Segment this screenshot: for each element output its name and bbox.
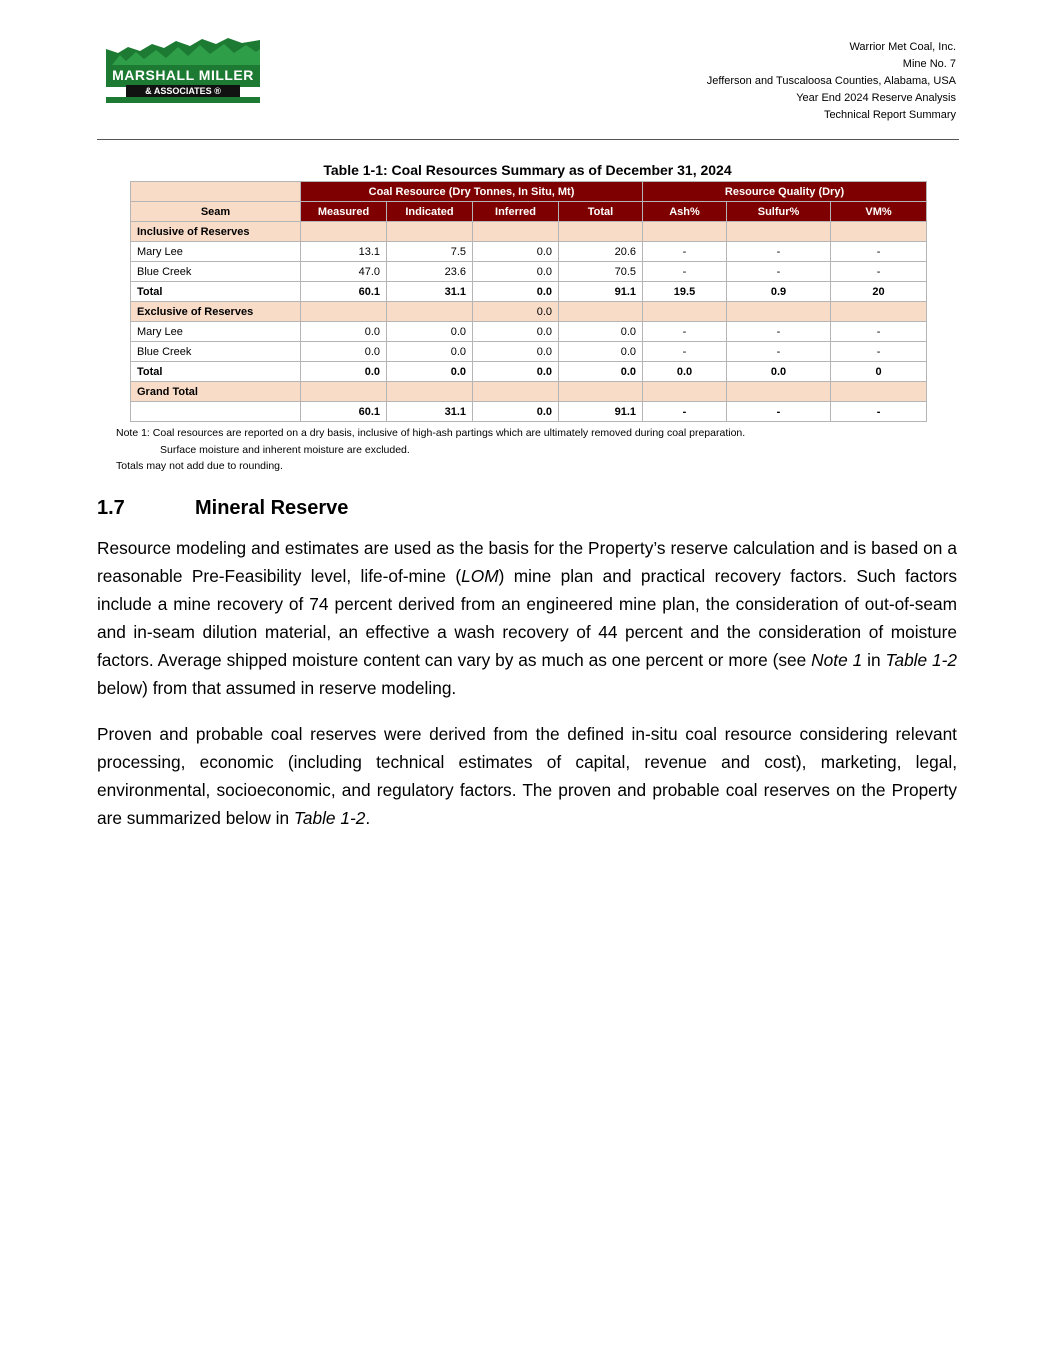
cell-sulfur: - (727, 242, 831, 262)
table-row (131, 242, 927, 262)
cell-ash: - (643, 322, 727, 342)
col-header-seam: Seam (131, 202, 301, 222)
grand-total-label: Grand Total (131, 382, 301, 402)
section-row-grand-total (131, 382, 927, 402)
cell-indicated: 0.0 (387, 362, 473, 382)
col-header-measured: Measured (301, 202, 387, 222)
para1-text: below) from that assumed in reserve modeling. (97, 678, 457, 698)
cell-measured: 0.0 (301, 362, 387, 382)
cell-ash: 0.0 (643, 362, 727, 382)
report-header (707, 39, 956, 124)
lom-abbrev: LOM (461, 566, 499, 586)
cell-sulfur: - (727, 342, 831, 362)
header-analysis: Year End 2024 Reserve Analysis (796, 92, 956, 104)
cell-vm: - (831, 402, 927, 422)
paragraph-reserve-basis (97, 534, 957, 702)
cell-sulfur: - (727, 402, 831, 422)
header-mine: Mine No. 7 (902, 58, 956, 70)
cell-measured: 13.1 (301, 242, 387, 262)
section-title: Mineral Reserve (195, 497, 349, 519)
cell-indicated: 7.5 (387, 242, 473, 262)
col-header-sulfur: Sulfur% (727, 202, 831, 222)
cell-sulfur: 0.9 (727, 282, 831, 302)
quality-group-header: Resource Quality (Dry) (643, 182, 927, 202)
table1-note1: Note 1: Coal resources are reported on a dry basis, inclusive of high-ash partings which are ultimately removed during coal preparation. (116, 427, 746, 439)
table1-rounding-note: Totals may not add due to rounding. (116, 460, 283, 472)
logo-wordmark: MARSHALL MILLER (112, 67, 254, 83)
cell-indicated: 31.1 (387, 402, 473, 422)
cell-measured: 47.0 (301, 262, 387, 282)
cell-inferred: 0.0 (473, 322, 559, 342)
resource-group-header: Coal Resource (Dry Tonnes, In Situ, Mt) (301, 182, 643, 202)
cell-vm: 20 (831, 282, 927, 302)
col-header-total: Total (559, 202, 643, 222)
cell-vm: - (831, 262, 927, 282)
seam-name: Mary Lee (131, 322, 301, 342)
seam-name: Mary Lee (131, 242, 301, 262)
cell-vm: - (831, 342, 927, 362)
section-row-exclusive (131, 302, 927, 322)
cell-measured: 0.0 (301, 342, 387, 362)
logo-associates: & ASSOCIATES (145, 86, 212, 96)
total-row-exclusive (131, 362, 927, 382)
paragraph-proven-probable (97, 720, 957, 832)
cell-inferred: 0.0 (473, 402, 559, 422)
cell-sulfur: - (727, 262, 831, 282)
grand-total-row (131, 402, 927, 422)
para1-text: in (862, 650, 886, 670)
cell-inferred: 0.0 (473, 342, 559, 362)
header-divider (97, 139, 959, 140)
table-reference: Table 1-2 (293, 808, 366, 828)
cell-inferred: 0.0 (473, 302, 559, 322)
section-label-exclusive: Exclusive of Reserves (131, 302, 301, 322)
cell-inferred: 0.0 (473, 262, 559, 282)
para2-text: . (365, 808, 371, 828)
logo-registered-mark: ® (214, 86, 221, 96)
section-heading (97, 497, 348, 520)
section-row-inclusive (131, 222, 927, 242)
col-header-ash: Ash% (643, 202, 727, 222)
cell-vm: 0 (831, 362, 927, 382)
col-header-indicated: Indicated (387, 202, 473, 222)
para1-text: ) mine plan and practical recovery factors. Such factors include a mine recovery of 74 percent derived from an engineered mine plan, the consideration of out-of-seam and in-seam dilution material, an effective a wash recovery of 44 percent and the consideration of moisture factors. Average shipped moisture content can vary by as much as one percent or more (see (97, 566, 957, 670)
cell-measured: 60.1 (301, 402, 387, 422)
cell-vm: - (831, 242, 927, 262)
section-number: 1.7 (97, 497, 125, 519)
table1-notes (116, 425, 745, 475)
cell-total: 0.0 (559, 322, 643, 342)
cell-sulfur: - (727, 322, 831, 342)
cell-ash: - (643, 242, 727, 262)
total-label: Total (131, 362, 301, 382)
cell-total: 91.1 (559, 402, 643, 422)
cell-total: 0.0 (559, 342, 643, 362)
table-row (131, 262, 927, 282)
cell-total: 70.5 (559, 262, 643, 282)
cell-measured: 0.0 (301, 322, 387, 342)
cell-total: 0.0 (559, 362, 643, 382)
col-header-inferred: Inferred (473, 202, 559, 222)
seam-name: Blue Creek (131, 262, 301, 282)
seam-name: Blue Creek (131, 342, 301, 362)
header-report-type: Technical Report Summary (823, 109, 956, 121)
cell-vm: - (831, 322, 927, 342)
cell-total: 91.1 (559, 282, 643, 302)
company-logo (106, 35, 260, 103)
cell-ash: - (643, 342, 727, 362)
table1-note1-continued: Surface moisture and inherent moisture are excluded. (160, 443, 410, 456)
cell-inferred: 0.0 (473, 282, 559, 302)
cell-indicated: 23.6 (387, 262, 473, 282)
header-location: Jefferson and Tuscaloosa Counties, Alabama, USA (706, 75, 956, 87)
coal-resources-table (130, 181, 927, 422)
table-reference: Table 1-2 (885, 650, 958, 670)
cell-ash: 19.5 (643, 282, 727, 302)
cell-indicated: 0.0 (387, 342, 473, 362)
cell-measured: 60.1 (301, 282, 387, 302)
header-company: Warrior Met Coal, Inc. (849, 41, 956, 53)
para1-text: Resource modeling and estimates are used as the basis for the Property’s reserve calculation and is based on a reasonable Pre-Feasibility level, life-of-mine ( (97, 538, 957, 586)
cell-sulfur: 0.0 (727, 362, 831, 382)
col-header-vm: VM% (831, 202, 927, 222)
cell-ash: - (643, 262, 727, 282)
cell-total: 20.6 (559, 242, 643, 262)
section-label-inclusive: Inclusive of Reserves (131, 222, 301, 242)
cell-ash: - (643, 402, 727, 422)
cell-inferred: 0.0 (473, 242, 559, 262)
total-label: Total (131, 282, 301, 302)
table-row (131, 322, 927, 342)
para2-text: Proven and probable coal reserves were derived from the defined in-situ coal resource considering relevant processing, economic (including technical estimates of capital, revenue and cost), marketing, legal, environmental, socioeconomic, and regulatory factors. The proven and probable coal reserves on the Property are summarized below in (97, 724, 957, 828)
table-row (131, 342, 927, 362)
total-row-inclusive (131, 282, 927, 302)
seam-header-spacer (131, 182, 301, 202)
cell-inferred: 0.0 (473, 362, 559, 382)
note-reference: Note 1 (811, 650, 863, 670)
table1-caption: Table 1-1: Coal Resources Summary as of December 31, 2024 (323, 162, 732, 178)
cell-indicated: 0.0 (387, 322, 473, 342)
cell-indicated: 31.1 (387, 282, 473, 302)
